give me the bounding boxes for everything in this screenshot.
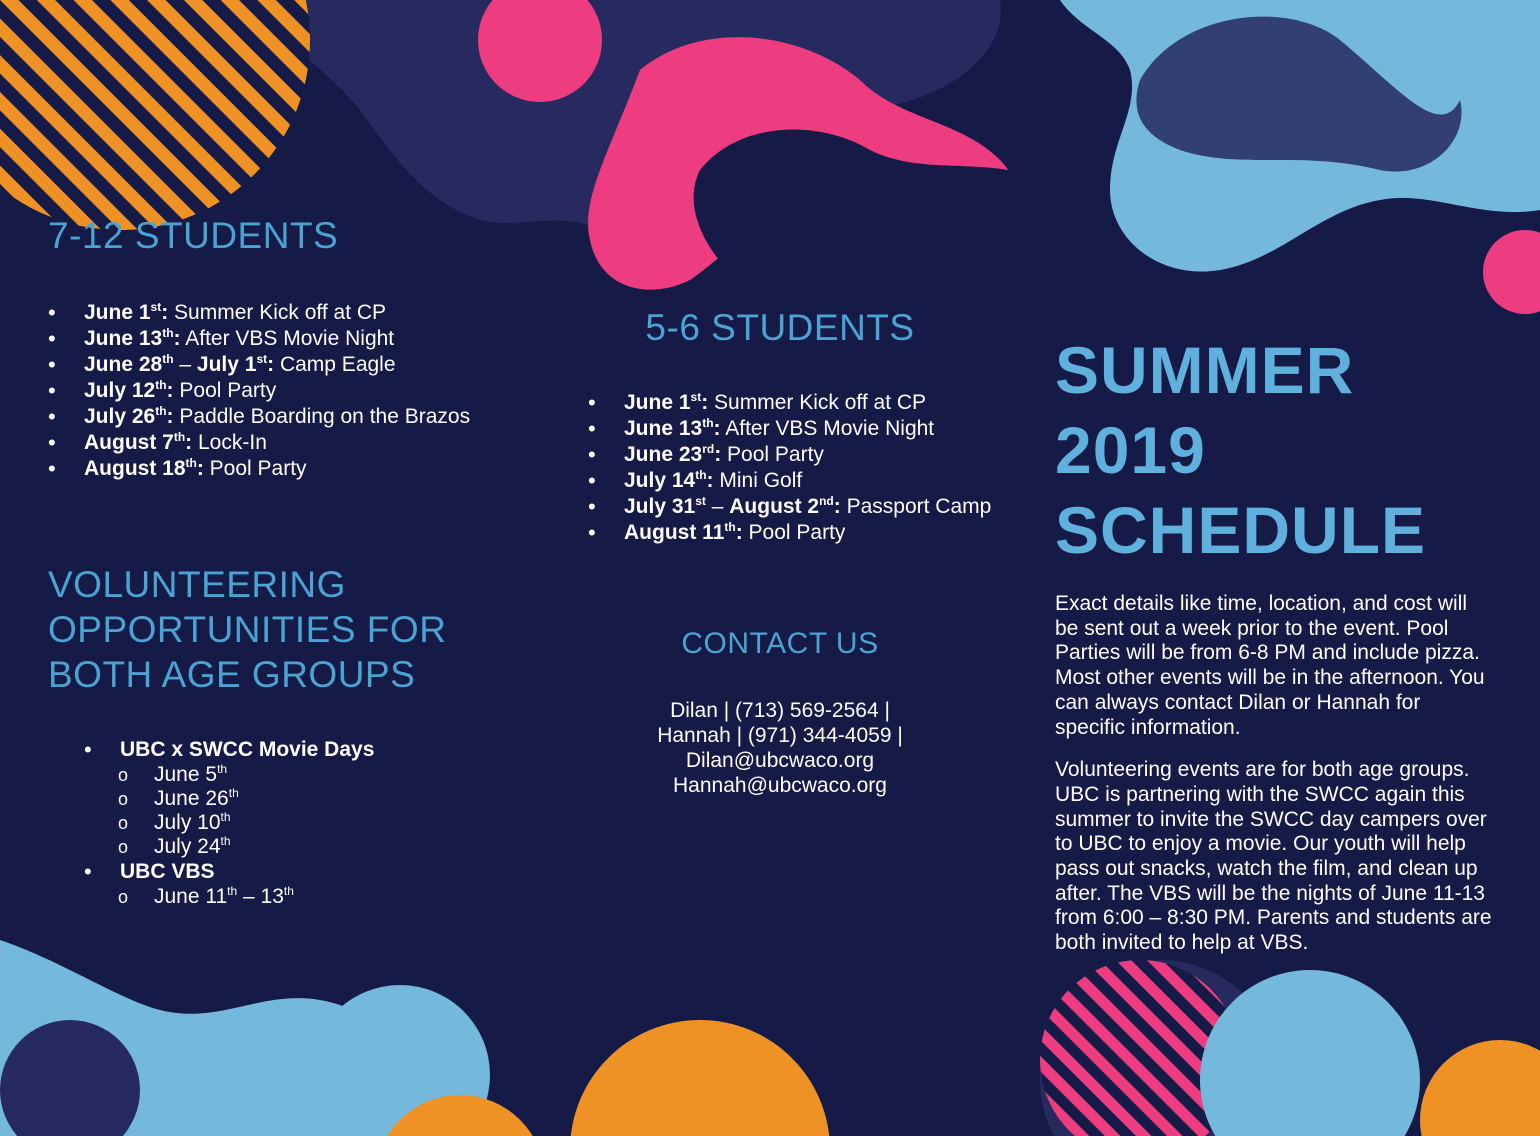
event-colon: : bbox=[185, 431, 193, 454]
vbs-date-start: June 11 bbox=[154, 885, 228, 908]
volunteering-heading-line: BOTH AGE GROUPS bbox=[48, 654, 416, 695]
event-date-text: August 11 bbox=[624, 521, 725, 544]
right-panel bbox=[1055, 330, 1515, 956]
event-date bbox=[84, 405, 174, 428]
event-date bbox=[624, 443, 721, 466]
vbs-date-start-suffix: th bbox=[227, 884, 238, 898]
event-date bbox=[624, 495, 841, 518]
event-date bbox=[84, 353, 274, 376]
list-item bbox=[84, 859, 548, 885]
contact-heading: CONTACT US bbox=[681, 627, 879, 660]
event-description: Pool Party bbox=[203, 457, 307, 480]
list-item bbox=[48, 352, 548, 378]
event-description: Camp Eagle bbox=[274, 353, 396, 376]
list-item bbox=[48, 430, 548, 456]
list-item bbox=[84, 835, 548, 859]
vbs-date-dash: – bbox=[237, 885, 261, 908]
volunteering-heading-line: OPPORTUNITIES FOR bbox=[48, 609, 447, 650]
movie-date: June 5 bbox=[154, 763, 218, 786]
students-5-6-events bbox=[588, 390, 1020, 546]
event-date-suffix: th bbox=[155, 378, 167, 392]
contact-email-hannah[interactable]: Hannah@ubcwaco.org bbox=[673, 774, 887, 797]
contact-phone-hannah: Hannah | (971) 344-4059 | bbox=[657, 724, 903, 747]
event-date bbox=[624, 391, 708, 414]
volunteering-paragraph: Volunteering events are for both age groups. UBC is partnering with the SWCC again this summer to invite the SWCC day campers over to UBC to enjoy a movie. Our youth will help pass out snacks, watch the film, and clean up after. The VBS will be the nights of June 11-13 from 6:00 – 8:30 PM. Parents and students are both invited to help at VBS. bbox=[1055, 758, 1492, 955]
event-date-dash: – bbox=[173, 353, 197, 376]
event-colon: : bbox=[166, 379, 174, 402]
event-date-suffix: th bbox=[162, 352, 174, 366]
event-date-text: June 1 bbox=[84, 301, 151, 324]
event-date-end-suffix: st bbox=[256, 352, 268, 366]
event-colon: : bbox=[713, 417, 721, 440]
vbs-date-end: 13 bbox=[260, 885, 284, 908]
event-date bbox=[624, 469, 714, 492]
event-date bbox=[84, 301, 168, 324]
list-item bbox=[588, 468, 1020, 494]
volunteering-events bbox=[84, 737, 548, 763]
event-colon: : bbox=[701, 391, 709, 414]
event-date-text: June 1 bbox=[624, 391, 691, 414]
event-date-text: June 23 bbox=[624, 443, 703, 466]
event-date-suffix: th bbox=[695, 468, 707, 482]
event-description: Summer Kick off at CP bbox=[708, 391, 927, 414]
movie-date-suffix: th bbox=[228, 786, 239, 800]
event-date-suffix: th bbox=[702, 416, 714, 430]
event-colon: : bbox=[706, 469, 714, 492]
event-description: Paddle Boarding on the Brazos bbox=[173, 405, 471, 428]
list-item bbox=[48, 456, 548, 482]
event-description: Summer Kick off at CP bbox=[168, 301, 387, 324]
event-date-suffix: rd bbox=[702, 442, 715, 456]
movie-days-title: UBC x SWCC Movie Days bbox=[120, 738, 375, 761]
list-item bbox=[84, 787, 548, 811]
event-colon: : bbox=[833, 495, 841, 518]
event-description: Lock-In bbox=[192, 431, 267, 454]
event-date-suffix: st bbox=[690, 390, 702, 404]
middle-panel bbox=[560, 306, 1020, 798]
event-date bbox=[84, 431, 192, 454]
title-line: 2019 bbox=[1055, 413, 1206, 487]
event-date-text: June 13 bbox=[624, 417, 703, 440]
event-date-text: July 14 bbox=[624, 469, 696, 492]
list-item bbox=[48, 378, 548, 404]
event-date-suffix: th bbox=[173, 430, 186, 444]
event-date-dash: – bbox=[705, 495, 730, 518]
event-colon: : bbox=[735, 521, 743, 544]
contact-email-dilan[interactable]: Dilan@ubcwaco.org bbox=[685, 749, 875, 772]
list-item bbox=[84, 885, 548, 909]
movie-date-suffix: th bbox=[220, 810, 231, 824]
event-description: Pool Party bbox=[721, 443, 824, 466]
list-item bbox=[84, 763, 548, 787]
movie-date: June 26 bbox=[154, 787, 229, 810]
event-colon: : bbox=[267, 353, 275, 376]
event-date-suffix: th bbox=[162, 326, 174, 340]
list-item bbox=[84, 811, 548, 835]
list-item bbox=[48, 404, 548, 430]
movie-date: July 10 bbox=[154, 811, 221, 834]
list-item bbox=[588, 494, 1020, 520]
students-7-12-events bbox=[48, 300, 548, 482]
event-date-suffix: st bbox=[150, 300, 162, 314]
list-item bbox=[84, 737, 548, 763]
list-item bbox=[588, 520, 1020, 546]
event-colon: : bbox=[173, 327, 181, 350]
movie-date-suffix: th bbox=[220, 834, 231, 848]
title-line: SCHEDULE bbox=[1055, 493, 1427, 567]
students-7-12-heading: 7-12 STUDENTS bbox=[48, 215, 339, 256]
event-date-text: August 18 bbox=[84, 457, 186, 480]
event-colon: : bbox=[714, 443, 722, 466]
event-colon: : bbox=[161, 301, 169, 324]
contact-block bbox=[560, 698, 1000, 798]
event-description: Mini Golf bbox=[713, 469, 803, 492]
volunteering-heading-line: VOLUNTEERING bbox=[48, 564, 346, 605]
details-paragraph: Exact details like time, location, and cost will be sent out a week prior to the event. Pool Parties will be from 6-8 PM and include pizza. Most other events will be in the afternoon. You can always contact Dilan or Hannah for specific information. bbox=[1055, 592, 1485, 739]
movie-date: July 24 bbox=[154, 835, 221, 858]
list-item bbox=[588, 416, 1020, 442]
list-item bbox=[48, 326, 548, 352]
event-date-suffix: st bbox=[695, 494, 706, 508]
vbs-title: UBC VBS bbox=[120, 860, 215, 883]
event-date bbox=[84, 327, 181, 350]
movie-dates-list bbox=[84, 763, 548, 859]
vbs-events bbox=[84, 859, 548, 885]
event-date-end-suffix: nd bbox=[819, 494, 834, 508]
title-line: SUMMER bbox=[1055, 333, 1355, 407]
movie-date-suffix: th bbox=[217, 762, 228, 776]
event-date-end: July 1 bbox=[196, 353, 257, 376]
volunteering-list bbox=[84, 737, 548, 909]
event-date-text: June 28 bbox=[84, 353, 163, 376]
event-description: After VBS Movie Night bbox=[720, 417, 935, 440]
event-date-suffix: th bbox=[724, 520, 736, 534]
event-description: Pool Party bbox=[742, 521, 846, 544]
event-date-end: August 2 bbox=[729, 495, 820, 518]
event-colon: : bbox=[166, 405, 174, 428]
page-title bbox=[1055, 330, 1515, 570]
left-panel bbox=[48, 214, 548, 909]
vbs-dates-list bbox=[84, 885, 548, 909]
list-item bbox=[588, 442, 1020, 468]
event-date-text: July 26 bbox=[84, 405, 156, 428]
event-colon: : bbox=[196, 457, 204, 480]
contact-phone-dilan: Dilan | (713) 569-2564 | bbox=[670, 699, 890, 722]
volunteering-heading bbox=[48, 562, 548, 697]
list-item bbox=[48, 300, 548, 326]
event-date bbox=[624, 417, 721, 440]
event-date-text: August 7 bbox=[84, 431, 174, 454]
event-description: Passport Camp bbox=[840, 495, 992, 518]
event-date-suffix: th bbox=[185, 456, 197, 470]
vbs-date-end-suffix: th bbox=[283, 884, 294, 898]
students-5-6-heading: 5-6 STUDENTS bbox=[645, 307, 915, 348]
event-date-text: July 12 bbox=[84, 379, 156, 402]
event-date-text: July 31 bbox=[624, 495, 696, 518]
event-date-suffix: th bbox=[155, 404, 167, 418]
event-date-text: June 13 bbox=[84, 327, 163, 350]
event-date bbox=[84, 379, 174, 402]
event-date bbox=[624, 521, 743, 544]
event-description: Pool Party bbox=[173, 379, 277, 402]
event-description: After VBS Movie Night bbox=[180, 327, 395, 350]
list-item bbox=[588, 390, 1020, 416]
event-date bbox=[84, 457, 204, 480]
